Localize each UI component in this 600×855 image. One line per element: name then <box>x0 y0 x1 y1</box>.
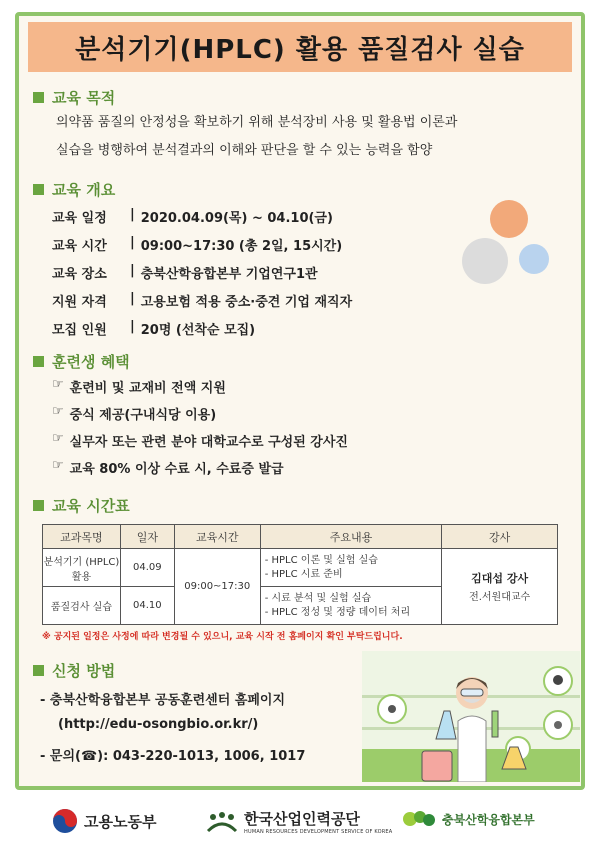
pointing-hand-icon: ☞ <box>52 458 64 473</box>
instructor-cell: 김대섭 강사 전.서원대교수 <box>442 549 558 625</box>
footer-cbiu: 충북산학융합본부 <box>402 808 535 830</box>
section-schedule-heading: 교육 시간표 <box>33 495 130 516</box>
benefit-item: ☞ 훈련비 및 교재비 전액 지원 <box>52 377 226 396</box>
overview-row-time: 교육 시간 | 09:00~17:30 (총 2일, 15시간) <box>52 235 343 254</box>
schedule-table <box>42 524 558 625</box>
purpose-text: 의약품 품질의 안정성을 확보하기 위해 분석장비 사용 및 활용법 이론과 실습을 병행하여 분석결과의 이해와 판단을 할 수 있는 능력을 함양 <box>56 115 458 158</box>
benefit-item: ☞ 교육 80% 이상 수료 시, 수료증 발급 <box>52 458 284 477</box>
hrdk-logo-icon <box>206 809 238 835</box>
decor-circle-orange <box>490 200 528 238</box>
square-bullet-icon <box>33 500 44 511</box>
section-purpose-heading: 교육 목적 <box>33 87 115 108</box>
pointing-hand-icon: ☞ <box>52 404 64 419</box>
taegeuk-logo-icon <box>52 808 78 834</box>
overview-row-schedule: 교육 일정 | 2020.04.09(목) ~ 04.10(금) <box>52 207 333 226</box>
test-tube-icon <box>492 711 498 737</box>
notice-text: ※ 공지된 일정은 사정에 따라 변경될 수 있으니, 교육 시작 전 홈페이지 확인 부탁드립니다. <box>42 632 403 642</box>
pointing-hand-icon: ☞ <box>52 377 64 392</box>
beaker-icon <box>422 751 452 781</box>
pointing-hand-icon: ☞ <box>52 431 64 446</box>
square-bullet-icon <box>33 665 44 676</box>
apply-homepage: - 충북산학융합본부 공동훈련센터 홈페이지 <box>40 693 286 708</box>
section-overview-heading: 교육 개요 <box>33 179 115 200</box>
square-bullet-icon <box>33 356 44 367</box>
table-row: 품질검사 실습 04.10 - 시료 분석 및 실험 실습 - HPLC 정성 및 정량 데이터 처리 <box>43 587 558 625</box>
table-header-row: 교과목명 일자 교육시간 주요내용 강사 <box>43 525 558 549</box>
apply-contact: - 문의(☎): 043-220-1013, 1006, 1017 <box>40 749 306 764</box>
square-bullet-icon <box>33 92 44 103</box>
benefit-item: ☞ 실무자 또는 관련 분야 대학교수로 구성된 강사진 <box>52 431 348 450</box>
overview-row-qualification: 지원 자격 | 고용보험 적용 중소·중견 기업 재직자 <box>52 291 353 310</box>
section-apply-heading: 신청 방법 <box>33 660 115 681</box>
overview-row-capacity: 모집 인원 | 20명 (선착순 모집) <box>52 319 256 338</box>
footer-hrdk: 한국산업인력공단 HUMAN RESOURCES DEVELOPMENT SERVICE OF KOREA <box>206 808 392 835</box>
lab-scientist-illustration <box>362 651 580 782</box>
page-title: 분석기기(HPLC) 활용 품질검사 실습 <box>75 34 525 65</box>
decor-circle-blue <box>519 244 549 274</box>
footer-moel: 고용노동부 <box>52 808 156 834</box>
apply-url[interactable]: (http://edu-osongbio.or.kr/) <box>58 717 259 732</box>
benefit-item: ☞ 중식 제공(구내식당 이용) <box>52 404 217 423</box>
section-benefits-heading: 훈련생 혜택 <box>33 351 130 372</box>
cbiu-logo-icon <box>402 808 436 830</box>
title-banner <box>28 22 572 72</box>
decor-circle-gray <box>462 238 508 284</box>
overview-row-place: 교육 장소 | 충북산학융합본부 기업연구1관 <box>52 263 318 282</box>
table-row: 분석기기 (HPLC)활용 04.09 09:00~17:30 - HPLC 이론 및 실험 실습 - HPLC 시료 준비 김대섭 강사 전.서원대교수 <box>43 549 558 587</box>
square-bullet-icon <box>33 184 44 195</box>
